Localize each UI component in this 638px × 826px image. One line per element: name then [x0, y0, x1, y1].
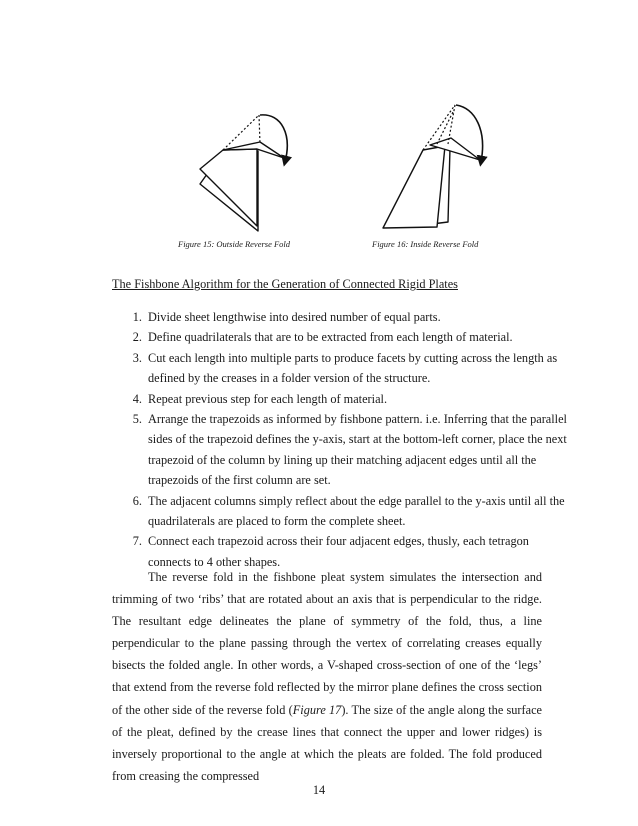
page-number: 14	[312, 783, 326, 797]
section-heading: The Fishbone Algorithm for the Generation of Connected Rigid Plates	[112, 277, 458, 291]
list-item: 1. Divide sheet lengthwise into desired number of equal parts.	[145, 307, 575, 327]
figure-16-caption: Figure 16: Inside Reverse Fold	[372, 239, 479, 249]
front-layer	[383, 146, 445, 228]
figure-15-outside-reverse-fold	[190, 105, 305, 235]
list-item: 6. The adjacent columns simply reflect about the edge parallel to the y-axis until all the quadrilaterals are placed to form the complete sheet.	[145, 491, 575, 532]
paragraph-text-start: The reverse fold in the fishbone pleat system simulates the intersection and trimming of two ‘ribs’ that are rotated about an axis that is perpendicular to the ridge. The resultant edge delineates the plane of symmetry of the fold, thus, a line perpendicular to the plane passing through the vertex of correlating creases equally bisects the folded angle. In other words, a V-shaped cross-section of one of the ‘legs’ that extend from the reverse fold reflected by the mirror plane defines the cross section of the other side of the reverse fold (	[112, 570, 542, 717]
figure-15-caption: Figure 15: Outside Reverse Fold	[178, 239, 291, 249]
list-item: 5. Arrange the trapezoids as informed by fishbone pattern. i.e. Inferring that the parallel sides of the trapezoid defines the y-axis, start at the bottom-left corner, place the next trapezoid of the column by lining up their matching adjacent edges until all the trapezoids of the first column are set.	[145, 409, 575, 491]
list-item: 7. Connect each trapezoid across their four adjacent edges, thusly, each tetragon connects to 4 other shapes.	[145, 531, 575, 572]
algorithm-steps-list	[112, 307, 575, 572]
list-item: 2. Define quadrilaterals that are to be extracted from each length of material.	[145, 327, 575, 347]
list-item: 4. Repeat previous step for each length of material.	[145, 389, 575, 409]
list-item: 3. Cut each length into multiple parts to produce facets by cutting across the length as defined by the creases in a folder version of the structure.	[145, 348, 575, 389]
body-paragraph	[112, 566, 542, 787]
figure-reference: Figure 17	[292, 702, 342, 717]
paragraph-text-end: ). The size of the angle along the surface of the pleat, defined by the crease lines that connect the upper and lower ridges) is inversely proportional to the angle at which the pleats are folded. The fold produced from creasing the compressed	[112, 702, 542, 783]
figure-16-inside-reverse-fold	[375, 100, 495, 235]
